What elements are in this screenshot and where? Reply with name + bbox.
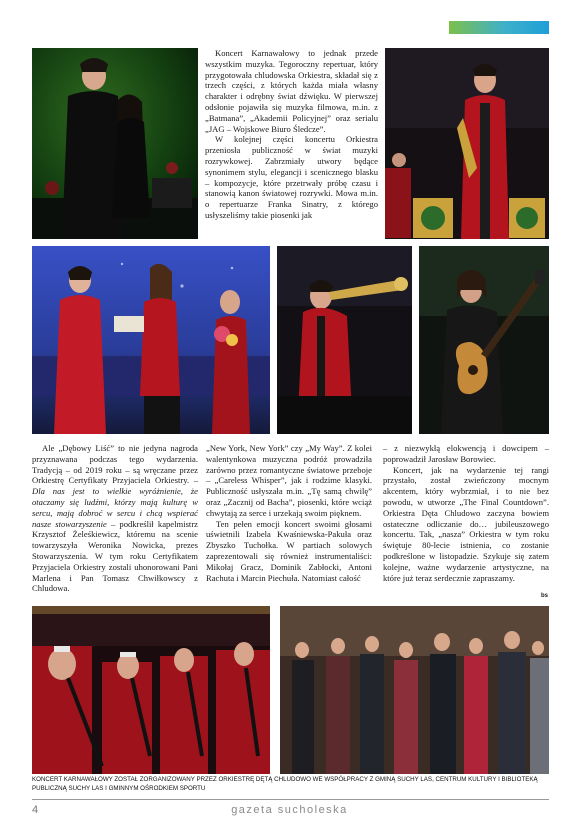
- photo-audience-ovation: [280, 606, 549, 774]
- article-column-top: [205, 48, 378, 221]
- photo-caption: KONCERT KARNAWAŁOWY ZOSTAŁ ZORGANIZOWANY PRZEZ ORKIESTRĘ DĘTĄ CHLUDOWO WE WSPÓŁPRACY Z GMINĄ SUCHY LAS, CENTRUM KULTURY I BIBLIOTEKĄ PUBLICZNĄ SUCHY LAS I GMINNYM OŚRODKIEM SPORTU: [32, 776, 538, 792]
- photo-trumpet-soloist: [277, 246, 412, 434]
- paragraph-text: – podkreślił kapelmistrz Krzysztof Żeleśkiewicz, któremu na scenie towarzyszyła Weronika Nowicka, prezes Stowarzyszenia. W tym roku Certyfikatem Przyjaciela Orkiestry zostali uhonorowani Pani Marlena i Pan Tomasz Chwiłkowscy z Chludowa.: [32, 518, 198, 594]
- paragraph: „New York, New York” czy „My Way”. Z kolei walentynkowa muzyczna podróż prowadziła zarówno przez romantyczne światowe przeboje – „Careless Whisper”, jak i rodzime klasyki. Publiczność usłyszała m.in. „Tę samą chwilę” oraz „Zacznij od Bacha”, piosenki, które wciąż chwytają za serce i urzekają swoim pięknem.: [206, 443, 372, 518]
- article-column-2: [206, 443, 372, 583]
- publication-name: gazeta sucholeska: [231, 804, 348, 816]
- paragraph: [32, 443, 198, 594]
- footer-divider: [32, 799, 549, 800]
- paragraph: Koncert, jak na wydarzenie tej rangi przystało, został zwieńczony mocnym akcentem, który wybrzmiał, i to nie bez powodu, w utworze „The Final Countdown”. Orkiestra Dęta Chludowo zaczyna bowiem ostateczne odliczanie do… jubileuszowego koncertu. Tak, „nasza” Orkiestra w tym roku świętuje 80-lecie istnienia, co zostanie podkreślone w listopadzie. Szykuje się zatem kolejne, ważne wydarzenie artystyczne, na które już teraz serdecznie zapraszamy.: [383, 464, 549, 583]
- photo-orchestra-clarinets: [32, 606, 270, 774]
- photo-singers-duet: [32, 48, 198, 239]
- paragraph: – z niezwykłą elokwencją i dowcipem – poprowadził Jarosław Borowiec.: [383, 443, 549, 464]
- photo-guitarist: [419, 246, 549, 434]
- author-signature: bs: [541, 593, 549, 599]
- paragraph: Koncert Karnawałowy to jednak przede wszystkim muzyka. Tegoroczny repertuar, który przygotowała chludowska Orkiestra, składał się z trzech części, z których każda miała własny charakter i odrębny świat dźwięku. W pierwszej odsłonie pojawiła się muzyka filmowa, m.in. z „Batmana”, „Akademii Policyjnej” oraz serialu „JAG – Wojskowe Biuro Śledcze”.: [205, 48, 378, 134]
- paragraph: W kolejnej części koncertu Orkiestra przeniosła publiczność w świat muzyki rozrywkowej. Zabrzmiały utwory będące synonimem stylu, elegancji i scenicznego blasku – kompozycje, które przetrwały próbę czasu i stanowią kanon światowej rozrywki. Mowa m.in. o repertuarze Franka Sinatry, z którego usłyszeliśmy takie piosenki jak: [205, 134, 378, 220]
- article-column-3: [383, 443, 549, 583]
- quote-text: Dla nas jest to wielkie wyróżnienie, że otaczamy się ludźmi, którzy mają kulturę w sercu, mają dobroć w sercu i chcą wspierać nasze stowarzyszenie: [32, 486, 198, 529]
- photo-saxophone-soloist: [385, 48, 549, 239]
- photo-award-presentation: [32, 246, 270, 434]
- paragraph: Ten pełen emocji koncert swoimi głosami uświetnili Izabela Kwaśniewska-Pakuła oraz Zbyszko Tuchołka. W partiach solowych zaprezentowali się również instrumentaliści: Mikołaj Gracz, Dominik Zabłocki, Antoni Rachuta i Marcin Piechuła. Natomiast całość: [206, 518, 372, 583]
- header-accent-bar: [449, 21, 549, 34]
- page-number: 4: [32, 804, 39, 816]
- paragraph-text: Ale „Dębowy Liść” to nie jedyna nagroda przyznawana podczas tego wydarzenia. Tradycją – od 2019 roku – są wręczane przez Orkiestrę Certyfikaty Przyjaciela Orkiestry. –: [32, 443, 198, 486]
- article-column-1: [32, 443, 198, 594]
